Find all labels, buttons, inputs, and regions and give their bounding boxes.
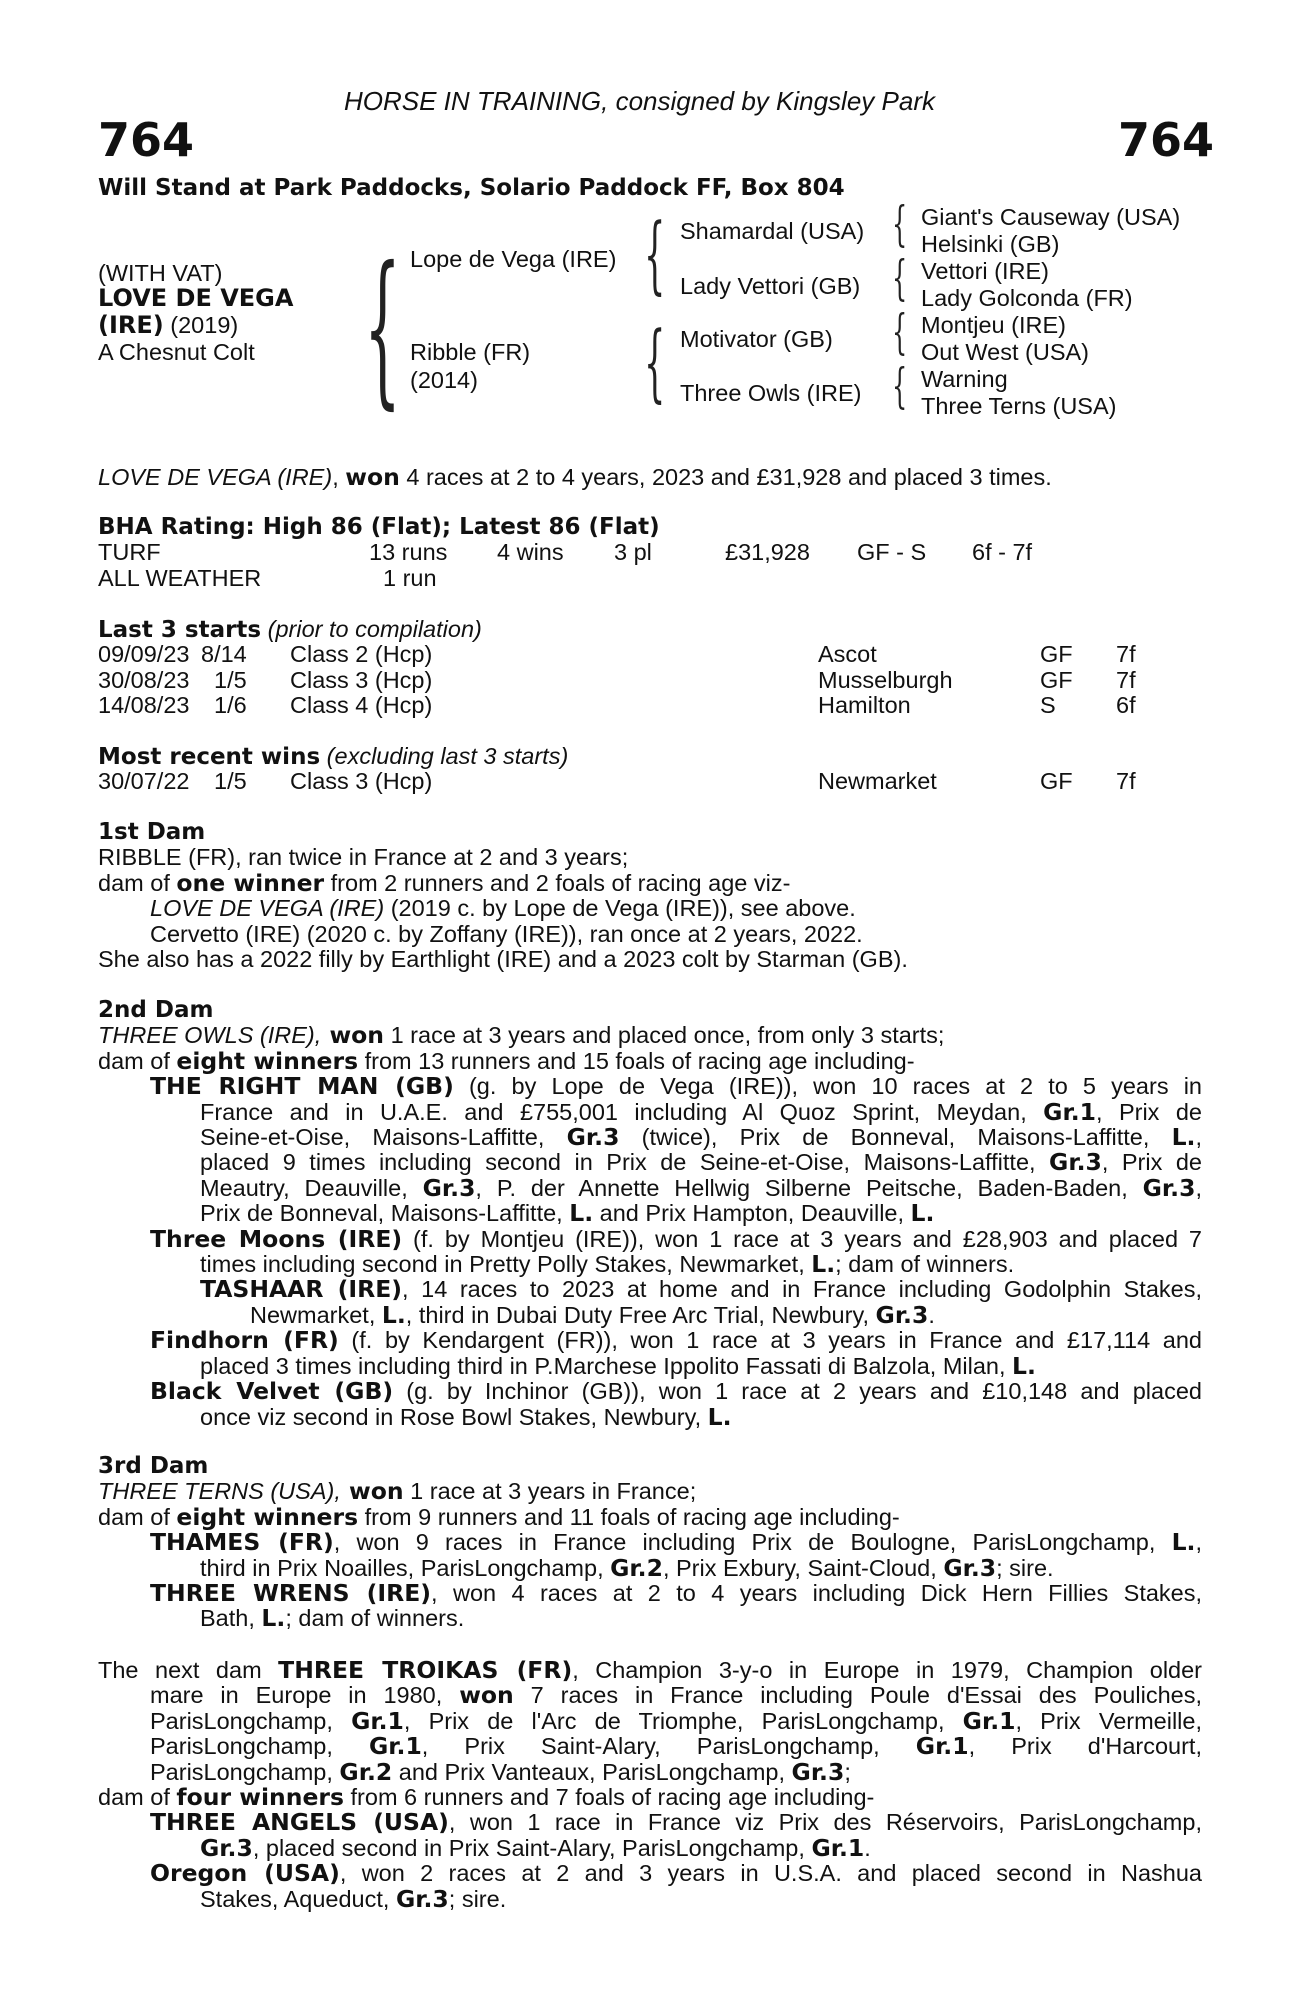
text: ParisLongchamp, <box>150 1758 340 1785</box>
next-dam-line5 <box>98 1757 1202 1786</box>
next-dam-line1 <box>98 1658 1202 1683</box>
race-pos: 1/5 <box>214 666 247 693</box>
third-dam-line2 <box>98 1502 1202 1531</box>
summary-horse-name: LOVE DE VEGA (IRE) <box>98 464 333 490</box>
rating-turf-surface: TURF <box>98 539 161 565</box>
next-dam-line4 <box>98 1734 1202 1759</box>
progeny-name: Oregon (USA) <box>150 1859 340 1888</box>
first-dam-line5: She also has a 2022 filly by Earthlight (IRE) and a 2023 colt by Starman (GB). <box>98 946 908 973</box>
brace-gen2-bottom: { <box>644 313 666 411</box>
text: , 14 races to 2023 at home and in France including Godolphin Stakes, <box>402 1276 1203 1303</box>
grade: Gr.1 <box>368 1732 422 1761</box>
next-dam-line6 <box>98 1785 1202 1810</box>
rating-turf-distance: 6f - 7f <box>972 539 1033 565</box>
race-summary: LOVE DE VEGA (IRE), won 4 races at 2 to 4 years, 2023 and £31,928 and placed 3 times. <box>98 463 1052 491</box>
grade: Gr.3 <box>791 1757 845 1786</box>
rating-turf-placed: 3 pl <box>614 539 652 565</box>
progeny-name: TASHAAR (IRE) <box>200 1275 403 1304</box>
text: France and in U.A.E. and £755,001 including Al Quoz Sprint, Meydan, <box>200 1098 1044 1125</box>
text: , Prix de <box>1101 1149 1202 1176</box>
text: from 6 runners and 7 foals of racing age including- <box>344 1784 875 1811</box>
text: ; sire. <box>996 1554 1054 1581</box>
text: , won 9 races in France including Prix de Boulogne, ParisLongchamp, <box>333 1529 1172 1556</box>
grade: L. <box>910 1199 935 1228</box>
text: and Prix Hampton, Deauville, <box>593 1200 911 1227</box>
text: , Prix Vermeille, <box>1015 1707 1203 1734</box>
race-course: Newmarket <box>818 768 937 794</box>
text: Seine-et-Oise, Maisons-Laffitte, <box>200 1124 567 1151</box>
horse-description: A Chesnut Colt <box>98 339 255 365</box>
grade: Gr.3 <box>200 1833 253 1862</box>
progeny-line <box>98 1530 1202 1555</box>
progeny-name: THREE WRENS (IRE) <box>150 1579 432 1608</box>
text: , <box>1195 1529 1202 1556</box>
brace-gen2-top: { <box>644 205 666 303</box>
text: Newmarket, <box>250 1301 382 1328</box>
text: 1 race at 3 years and placed once, from only 3 starts; <box>384 1022 945 1049</box>
text: The next dam <box>98 1657 279 1683</box>
grade: L. <box>707 1402 732 1431</box>
progeny-line <box>98 1884 1202 1913</box>
lot-number-right: 764 <box>1118 113 1215 167</box>
text: (f. by Montjeu (IRE)), won 1 race at 3 years and £28,903 and placed 7 <box>402 1225 1202 1252</box>
rating-turf-earnings: £31,928 <box>725 539 810 565</box>
progeny-line <box>98 1252 1202 1277</box>
text: dam of <box>98 1784 177 1811</box>
next-dam-name: THREE TROIKAS (FR) <box>278 1656 573 1684</box>
text: third in Prix Noailles, ParisLongchamp, <box>200 1554 611 1581</box>
grade: L. <box>1171 1123 1196 1152</box>
first-dam-winner-count: one winner <box>176 868 325 897</box>
text: placed 3 times including third in P.Marchese Ippolito Fassati di Balzola, Milan, <box>200 1352 1013 1379</box>
recent-note: (excluding last 3 starts) <box>320 743 569 769</box>
race-race: Class 3 (Hcp) <box>290 768 433 794</box>
text: , P. der Annette Hellwig Silberne Peitsche, Baden-Baden, <box>475 1174 1143 1201</box>
grade: Gr.2 <box>610 1553 663 1582</box>
next-dam-line3 <box>98 1706 1203 1735</box>
horse-year: (2019) <box>163 312 239 338</box>
summary-won: won <box>345 463 400 491</box>
last3-note: (prior to compilation) <box>261 616 482 642</box>
race-going: S <box>1040 692 1056 718</box>
pedigree-sire: Lope de Vega (IRE) <box>410 246 617 272</box>
text: Stakes, Aqueduct, <box>200 1885 396 1912</box>
progeny-line <box>98 1074 1202 1099</box>
grade: Gr.1 <box>351 1706 404 1735</box>
progeny-name: Findhorn (FR) <box>150 1326 339 1355</box>
progeny-name: THAMES (FR) <box>150 1528 334 1557</box>
race-pos: 1/5 <box>214 768 247 794</box>
pedigree-ss: Shamardal (USA) <box>680 218 865 244</box>
text: Prix de Bonneval, Maisons-Laffitte, <box>200 1200 570 1227</box>
text: , third in Dubai Duty Free Arc Trial, Newbury, <box>405 1301 876 1328</box>
won-label: won <box>321 1021 385 1050</box>
first-dam-line2 <box>98 868 1202 897</box>
text: 7 races in France including Poule d'Essai des Pouliches, <box>513 1682 1202 1709</box>
text: . <box>928 1301 935 1328</box>
grade: Gr.2 <box>339 1757 393 1786</box>
rating-aw-runs: 1 run <box>383 565 437 591</box>
text: from 13 runners and 15 foals of racing age including- <box>358 1047 915 1074</box>
horse-name-country-year <box>98 313 238 338</box>
next-dam-section <box>98 1658 1202 1912</box>
rating-turf-going: GF - S <box>857 539 927 565</box>
third-dam-section <box>98 1454 1202 1632</box>
text: (g. by Inchinor (GB)), won 1 race at 2 years and £10,148 and placed <box>393 1378 1202 1405</box>
grade: Gr.1 <box>962 1706 1016 1735</box>
text: , <box>1195 1174 1202 1201</box>
progeny-line <box>98 1581 1202 1606</box>
winner-count: eight winners <box>176 1502 359 1531</box>
first-dam-heading: 1st Dam <box>98 819 206 845</box>
text: once viz second in Rose Bowl Stakes, Newbury, <box>200 1403 708 1430</box>
grade: Gr.1 <box>811 1833 865 1862</box>
consignment-line: HORSE IN TRAINING, consigned by Kingsley Park <box>344 86 935 116</box>
text: placed 9 times including second in Prix de Seine-et-Oise, Maisons-Laffitte, <box>200 1149 1050 1176</box>
recent-heading-line <box>98 745 568 769</box>
text: from 2 runners and 2 foals of racing age viz- <box>324 869 791 896</box>
race-dist: 7f <box>1116 641 1136 667</box>
pedigree-ds: Motivator (GB) <box>680 326 833 352</box>
text: mare in Europe in 1980, <box>150 1682 460 1709</box>
race-dist: 7f <box>1116 666 1136 693</box>
text: , Champion 3-y-o in Europe in 1979, Champion older <box>572 1657 1203 1683</box>
progeny-line <box>98 1402 1202 1431</box>
rating-turf-wins: 4 wins <box>497 539 564 565</box>
progeny-line <box>98 1097 1202 1126</box>
third-dam-heading: 3rd Dam <box>98 1453 209 1479</box>
progeny-name: Three Moons (IRE) <box>150 1224 403 1253</box>
second-dam-line2 <box>98 1046 1202 1075</box>
grade: Gr.3 <box>1049 1148 1102 1177</box>
race-pos: 1/6 <box>214 692 247 718</box>
brace-gen3-3: { <box>892 304 908 360</box>
race-going: GF <box>1040 666 1073 693</box>
grade: L. <box>569 1199 594 1228</box>
grade: Gr.1 <box>1043 1097 1096 1126</box>
grade: L. <box>811 1250 836 1279</box>
progeny-line <box>98 1277 1202 1302</box>
grade: Gr.3 <box>1142 1173 1196 1202</box>
text: , Prix de l'Arc de Triomphe, ParisLongchamp, <box>403 1707 963 1734</box>
pedigree-sd: Lady Vettori (GB) <box>680 273 861 299</box>
text: (f. by Kendargent (FR)), won 1 race at 3 years in France and £17,114 and <box>338 1327 1202 1354</box>
lot-number-left: 764 <box>98 113 195 167</box>
race-pos: 8/14 <box>201 641 247 667</box>
pedigree-dam: Ribble (FR) <box>410 339 531 365</box>
progeny-line <box>98 1810 1202 1835</box>
progeny-line <box>98 1173 1202 1202</box>
last3-heading-line <box>98 618 482 642</box>
progeny-line <box>98 1606 1202 1631</box>
text: ParisLongchamp, <box>150 1707 352 1734</box>
race-dist: 6f <box>1116 692 1136 718</box>
pedigree-sds: Vettori (IRE) <box>921 258 1049 284</box>
won-label: won <box>459 1681 514 1710</box>
race-dist: 7f <box>1116 768 1136 794</box>
horse-name: LOVE DE VEGA <box>98 284 294 312</box>
text: and Prix Vanteaux, ParisLongchamp, <box>392 1758 792 1785</box>
race-going: GF <box>1040 641 1073 667</box>
text: ; dam of winners. <box>835 1251 1015 1278</box>
grade: Gr.3 <box>566 1123 620 1152</box>
horse-country: (IRE) <box>98 311 164 339</box>
last3-heading: Last 3 starts <box>98 617 262 643</box>
text: , placed second in Prix Saint-Alary, ParisLongchamp, <box>252 1834 812 1861</box>
text: ; <box>844 1758 851 1785</box>
winner-count: eight winners <box>176 1046 359 1075</box>
vat-label: (WITH VAT) <box>98 260 223 286</box>
progeny-line <box>98 1201 1202 1226</box>
second-dam-name: THREE OWLS (IRE), <box>98 1022 322 1049</box>
grade: L. <box>1012 1351 1036 1380</box>
rating-aw-surface: ALL WEATHER <box>98 565 262 591</box>
first-dam-progeny-2: Cervetto (IRE) (2020 c. by Zoffany (IRE)), ran once at 2 years, 2022. <box>150 920 863 947</box>
text: , won 2 races at 2 and 3 years in U.S.A. and placed second in Nashua <box>339 1860 1202 1887</box>
recent-heading: Most recent wins <box>98 744 321 770</box>
race-date: 30/07/22 <box>98 768 190 794</box>
third-dam-line1 <box>98 1479 1202 1504</box>
pedigree-dsd: Out West (USA) <box>921 339 1090 365</box>
pedigree-sss: Giant's Causeway (USA) <box>921 204 1181 230</box>
race-date: 30/08/23 <box>98 666 190 693</box>
race-course: Ascot <box>818 641 877 667</box>
text: (twice), Prix de Bonneval, Maisons-Laffitte, <box>619 1124 1172 1151</box>
text: dam of <box>98 1047 177 1074</box>
progeny-line <box>98 1351 1202 1380</box>
pedigree-ddd: Three Terns (USA) <box>921 393 1117 419</box>
race-race: Class 2 (Hcp) <box>290 641 433 667</box>
brace-gen3-1: { <box>892 196 908 252</box>
grade: Gr.3 <box>422 1173 476 1202</box>
text: (g. by Lope de Vega (IRE)), won 10 races at 2 to 5 years in <box>453 1073 1202 1100</box>
next-dam-line2 <box>98 1683 1202 1708</box>
brace-gen3-2: { <box>892 250 908 306</box>
text: , won 4 races at 2 to 4 years including Dick Hern Fillies Stakes, <box>431 1580 1203 1607</box>
progeny-line <box>98 1300 1202 1329</box>
text: Bath, <box>200 1605 262 1632</box>
grade: Gr.3 <box>395 1884 449 1913</box>
second-dam-line1 <box>98 1023 1202 1048</box>
second-dam-heading: 2nd Dam <box>98 997 214 1023</box>
summary-text: 4 races at 2 to 4 years, 2023 and £31,928 and placed 3 times. <box>399 464 1052 490</box>
rating-turf-runs: 13 runs <box>369 539 448 565</box>
race-course: Hamilton <box>818 692 911 718</box>
won-label: won <box>340 1477 404 1506</box>
grade: L. <box>1171 1528 1196 1557</box>
progeny-line <box>98 1379 1202 1404</box>
progeny-name: Black Velvet (GB) <box>150 1377 394 1406</box>
race-going: GF <box>1040 768 1073 794</box>
text: , Prix Saint-Alary, ParisLongchamp, <box>421 1733 916 1760</box>
first-dam-section <box>98 820 1202 972</box>
pedigree-dam-year: (2014) <box>410 367 478 393</box>
second-dam-section <box>98 998 1202 1430</box>
text: Meautry, Deauville, <box>200 1174 423 1201</box>
text: ParisLongchamp, <box>150 1733 369 1760</box>
grade: Gr.3 <box>943 1553 997 1582</box>
grade: L. <box>381 1300 406 1329</box>
progeny-line <box>98 1125 1202 1150</box>
text: ; dam of winners. <box>285 1605 465 1632</box>
text: , won 1 race in France viz Prix des Réservoirs, ParisLongchamp, <box>448 1809 1202 1836</box>
stable-location: Will Stand at Park Paddocks, Solario Paddock FF, Box 804 <box>98 175 845 201</box>
pedigree-dss: Montjeu (IRE) <box>921 312 1066 338</box>
text: , Prix Exbury, Saint-Cloud, <box>662 1554 944 1581</box>
text: , Prix de <box>1095 1098 1202 1125</box>
brace-gen1: { <box>364 232 401 425</box>
race-course: Musselburgh <box>818 666 953 693</box>
race-race: Class 4 (Hcp) <box>290 692 433 718</box>
text: ; sire. <box>448 1885 507 1912</box>
text: dam of <box>98 1503 177 1530</box>
progeny-name: THE RIGHT MAN (GB) <box>150 1072 454 1101</box>
race-race: Class 3 (Hcp) <box>290 666 433 693</box>
progeny-line <box>98 1328 1202 1353</box>
third-dam-name: THREE TERNS (USA), <box>98 1478 341 1505</box>
progeny-name: THREE ANGELS (USA) <box>150 1808 449 1837</box>
progeny-name: LOVE DE VEGA (IRE) <box>150 895 385 922</box>
text: , <box>1195 1124 1202 1151</box>
progeny-line <box>98 1553 1202 1582</box>
grade: Gr.3 <box>875 1300 929 1329</box>
rating-heading: BHA Rating: High 86 (Flat); Latest 86 (Flat) <box>98 514 660 540</box>
race-date: 09/09/23 <box>98 641 190 667</box>
pedigree-dd: Three Owls (IRE) <box>680 380 862 406</box>
race-date: 14/08/23 <box>98 692 190 718</box>
first-dam-progeny-1 <box>98 896 1202 921</box>
progeny-line <box>98 1224 1202 1253</box>
progeny-line <box>98 1833 1202 1862</box>
text: times including second in Pretty Polly Stakes, Newmarket, <box>200 1251 812 1278</box>
pedigree-sdd: Lady Golconda (FR) <box>921 285 1133 311</box>
grade: L. <box>261 1604 286 1633</box>
text: from 9 runners and 11 foals of racing age including- <box>358 1503 900 1530</box>
text: 1 race at 3 years in France; <box>403 1478 697 1505</box>
pedigree-ssd: Helsinki (GB) <box>921 231 1060 257</box>
winner-count: four winners <box>176 1783 344 1812</box>
first-dam-line1: RIBBLE (FR), ran twice in France at 2 and 3 years; <box>98 844 629 871</box>
text: (2019 c. by Lope de Vega (IRE)), see above. <box>384 895 856 922</box>
pedigree-dds: Warning <box>921 366 1008 392</box>
progeny-line <box>98 1150 1202 1175</box>
text: , Prix d'Harcourt, <box>968 1733 1202 1760</box>
text: dam of <box>98 869 177 896</box>
text: . <box>864 1834 871 1861</box>
brace-gen3-4: { <box>892 358 908 414</box>
grade: Gr.1 <box>915 1732 969 1761</box>
progeny-line <box>98 1861 1202 1886</box>
